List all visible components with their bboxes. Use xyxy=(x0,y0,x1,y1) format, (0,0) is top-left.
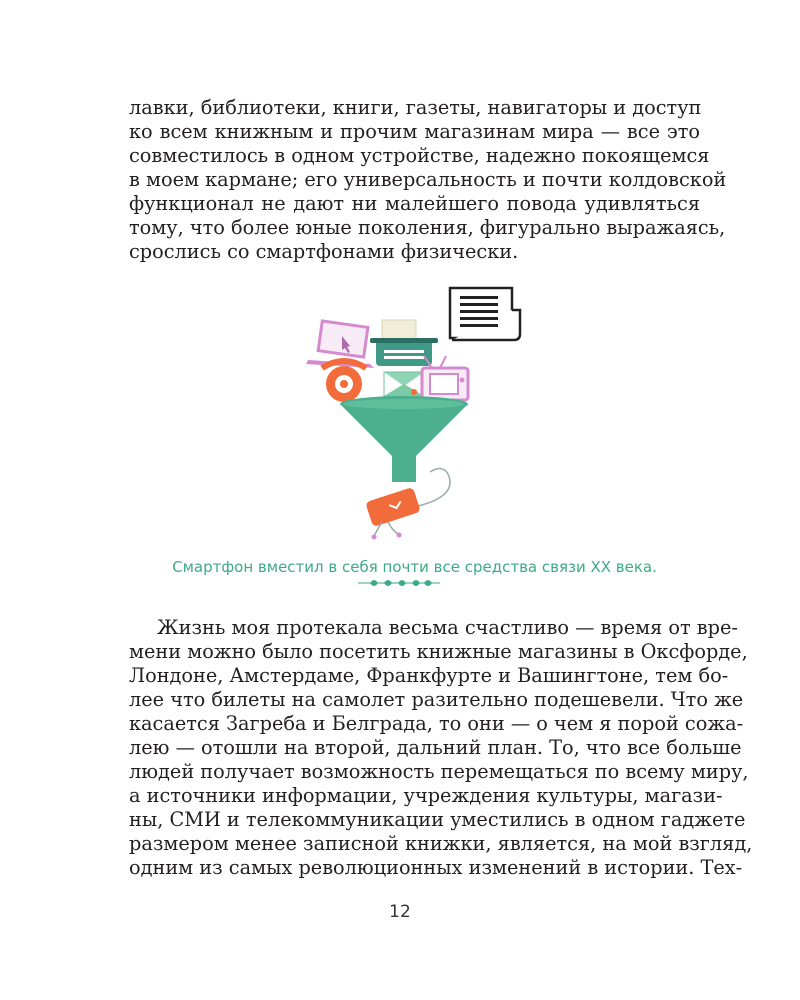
funnel-icon xyxy=(340,396,468,482)
text-line: тому, что более юные поколения, фигурально выражаясь, xyxy=(129,216,726,239)
newspaper-icon xyxy=(450,288,520,340)
tv-icon xyxy=(422,356,468,400)
text-line: ны, СМИ и телекоммуникации уместились в одном гаджете xyxy=(129,808,746,831)
typewriter-icon xyxy=(370,320,438,366)
text-line: мени можно было посетить книжные магазины в Оксфорде, xyxy=(129,640,748,663)
text-line: срослись со смартфонами физически. xyxy=(129,240,519,263)
text-line: одним из самых революционных изменений в истории. Тех- xyxy=(129,856,743,879)
text-line: лее что билеты на самолет разительно подешевели. Что же xyxy=(129,688,744,711)
text-line: совместилось в одном устройстве, надежно покоящемся xyxy=(129,144,710,167)
text-line: людей получает возможность перемещаться по всему миру, xyxy=(129,760,749,783)
page-number: 12 xyxy=(389,902,411,922)
funnel-illustration xyxy=(300,280,540,545)
text-line: функционал не дают ни малейшего повода удивляться xyxy=(129,192,700,215)
text-line: размером менее записной книжки, является, на мой взгляд, xyxy=(129,832,753,855)
figure-caption: Смартфон вместил в себя почти все средства связи XX века. xyxy=(172,558,657,576)
text-line: лею — отошли на второй, дальний план. То, что все больше xyxy=(129,736,742,759)
text-line: Лондоне, Амстердаме, Франкфурте и Вашингтоне, тем бо- xyxy=(129,664,729,687)
text-line: лавки, библиотеки, книги, газеты, навигаторы и доступ xyxy=(129,96,702,119)
text-line: касается Загреба и Белграда, то они — о чем я порой сожа- xyxy=(129,712,744,735)
envelope-icon xyxy=(384,372,424,396)
text-line: Жизнь моя протекала весьма счастливо — время от вре- xyxy=(157,616,738,639)
text-line: в моем кармане; его универсальность и почти колдовской xyxy=(129,168,727,191)
ornament-icon xyxy=(358,576,440,590)
telephone-icon xyxy=(322,361,366,402)
text-line: а источники информации, учреждения культуры, магази- xyxy=(129,784,723,807)
text-line: ко всем книжным и прочим магазинам мира — все это xyxy=(129,120,700,143)
